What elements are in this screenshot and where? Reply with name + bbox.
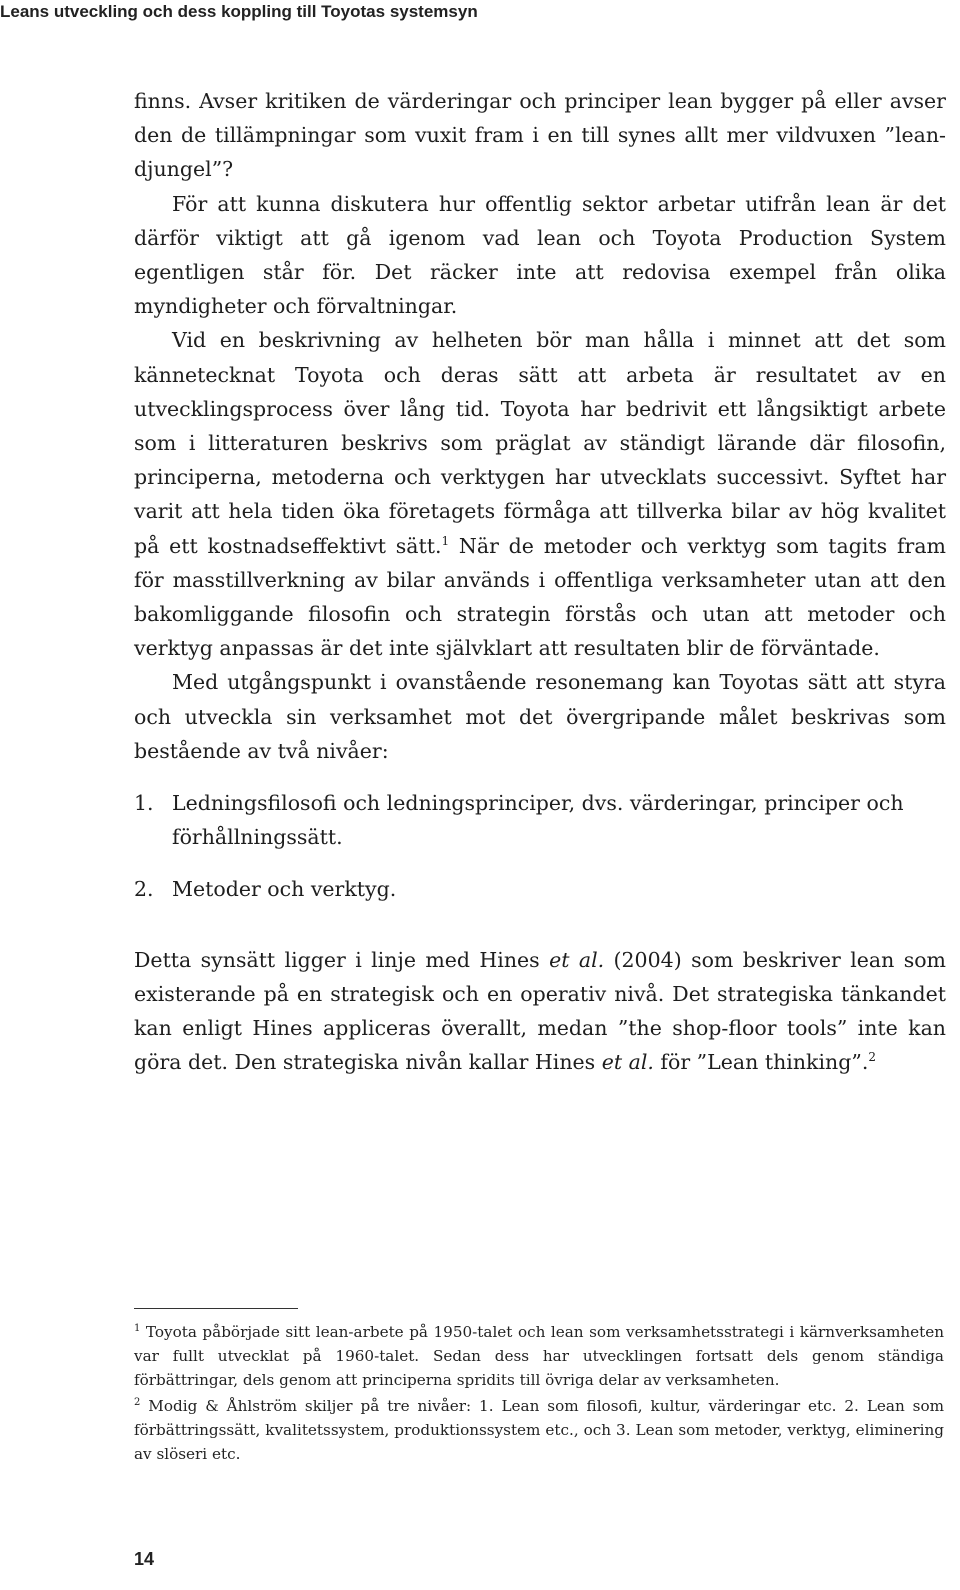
footnote-1-text: Toyota påbörjade sitt lean-arbete på 1950-talet och lean som verksamhetsstrategi i kärnverksamheten var fullt utvecklat på 1960-talet. Sedan dess har utvecklingen fortsatt dels genom ständiga förbättringar, dels genom att principerna spridits till övriga delar av verksamheten. [134,1323,944,1389]
footnote-1 [134,1320,944,1392]
paragraph-5 [134,943,946,1080]
list-item-text: Ledningsfilosofi och ledningsprinciper, dvs. värderingar, principer och förhållningssätt. [172,791,904,850]
paragraph-2: För att kunna diskutera hur offentlig sektor arbetar utifrån lean är det därför viktigt att gå igenom vad lean och Toyota Production System egentligen står för. Det räcker inte att redovisa exempel från olika myndigheter och förvaltningar. [134,191,946,319]
footnote-ref-1: 1 [441,533,450,548]
footnote-2-text: Modig & Åhlström skiljer på tre nivåer: 1. Lean som filosofi, kultur, värderingar etc. 2. Lean som förbättringssätt, kvalitetssystem, produktionssystem etc., och 3. Lean som metoder, verktyg, eliminering av slöseri etc. [134,1397,944,1463]
footnotes [134,1320,944,1468]
paragraph-5-text-b: (2004) som beskriver lean som existerande på en strategisk och en operativ nivå. Det strategiska tänkandet kan enligt Hines appliceras överallt, medan ”the shop-floor tools” inte kan göra det. Den strategiska nivån kallar Hines [134,947,946,1075]
paragraph-3-text-b: När de metoder och verktyg som tagits fram för masstillverkning av bilar används i offentliga verksamheter utan att den bakomliggande filosofin och strategin förstås och utan att metoder och verktyg anpassas är det inte självklart att resultaten blir de förväntade. [134,533,946,661]
paragraph-3-text-a: Vid en beskrivning av helheten bör man hålla i minnet att det som kännetecknat Toyota och deras sätt att arbeta är resultatet av en utvecklingsprocess över lång tid. Toyota har bedrivit ett långsiktigt arbete som i litteraturen beskrivs som präglat av ständigt lärande där filosofin, principerna, metoderna och verktygen har utvecklats successivt. Syftet har varit att hela tiden öka företagets förmåga att tillverka bilar av hög kvalitet på ett kostnadseffektivt sätt. [134,328,946,558]
list-item-number: 1. [134,791,154,816]
list-item [134,872,946,906]
footnote-divider [134,1308,298,1309]
levels-list [134,786,946,907]
footnote-2 [134,1394,944,1466]
paragraph-4: Med utgångspunkt i ovanstående resonemang kan Toyotas sätt att styra och utveckla sin verksamhet mot det övergripande målet beskrivas som bestående av två nivåer: [134,670,946,763]
paragraph-5-text-a: Detta synsätt ligger i linje med Hines [134,947,550,972]
list-item [134,786,946,854]
page-number: 14 [134,1549,155,1569]
paragraph-5-text-c: för ”Lean thinking”. [653,1050,869,1075]
et-al-2: et al. [601,1050,654,1075]
running-header: Leans utveckling och dess koppling till Toyotas systemsyn [0,2,478,21]
paragraph-1: finns. Avser kritiken de värderingar och principer lean bygger på eller avser den de tillämpningar som vuxit fram i en till synes allt mer vildvuxen ”lean-djungel”? [134,89,946,182]
footnote-1-number: 1 [134,1322,141,1334]
footnote-ref-2: 2 [868,1050,876,1065]
list-item-number: 2. [134,877,154,902]
paragraph-3 [134,323,946,665]
et-al-1: et al. [549,947,605,972]
footnote-2-number: 2 [134,1396,141,1408]
list-item-text: Metoder och verktyg. [172,877,397,902]
body-text [134,84,946,1079]
